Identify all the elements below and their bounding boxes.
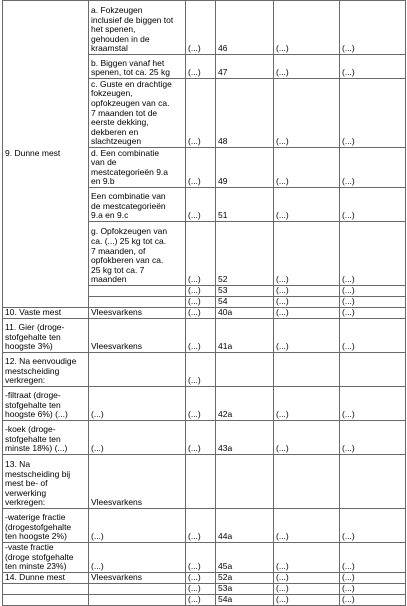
ellipsis-cell: (...) bbox=[186, 509, 216, 543]
code-cell: 52 bbox=[216, 222, 274, 286]
subcategory-cell: g. Opfokzeugen van ca. (...) 25 kg tot ca. 7 maanden, of opfokberen van ca. 25 kg tot ca. 7 maanden bbox=[89, 222, 186, 286]
value-cell: (...) bbox=[340, 308, 406, 319]
code-cell bbox=[216, 455, 274, 509]
subcategory-cell: c. Guste en drachtige fokzeugen, opfokzeugen van ca. 7 maanden tot de eerste dekking, dekberen en slachtzeugen bbox=[89, 79, 186, 148]
category-cell: -vaste fractie (droge stofgehalte ten minste 23%) bbox=[3, 543, 89, 573]
value-cell: (...) bbox=[340, 297, 406, 308]
value-cell: (...) bbox=[340, 509, 406, 543]
ellipsis-cell: (...) bbox=[186, 308, 216, 319]
table-row bbox=[3, 308, 406, 319]
value-cell bbox=[340, 353, 406, 387]
code-cell: 54 bbox=[216, 297, 274, 308]
code-cell: 48 bbox=[216, 79, 274, 148]
ellipsis-cell: (...) bbox=[186, 297, 216, 308]
value-cell: (...) bbox=[274, 543, 340, 573]
ellipsis-cell: (...) bbox=[186, 584, 216, 595]
ellipsis-cell: (...) bbox=[186, 573, 216, 584]
ellipsis-cell: (...) bbox=[186, 222, 216, 286]
category-cell: -filtraat (droge- stofgehalte ten hoogste 6%) (...) bbox=[3, 387, 89, 421]
value-cell: (...) bbox=[274, 188, 340, 222]
value-cell: (...) bbox=[340, 573, 406, 584]
value-cell bbox=[274, 353, 340, 387]
code-cell: 49 bbox=[216, 148, 274, 188]
code-cell: 53a bbox=[216, 584, 274, 595]
subcategory-cell: (...) bbox=[89, 543, 186, 573]
table-row bbox=[3, 387, 406, 421]
ellipsis-cell: (...) bbox=[186, 188, 216, 222]
ellipsis-cell: (...) bbox=[186, 148, 216, 188]
value-cell: (...) bbox=[274, 584, 340, 595]
code-cell: 44a bbox=[216, 509, 274, 543]
value-cell: (...) bbox=[274, 421, 340, 455]
table-row bbox=[3, 353, 406, 387]
category-cell: -koek (droge- stofgehalte ten minste 18%) (...) bbox=[3, 421, 89, 455]
value-cell: (...) bbox=[274, 387, 340, 421]
category-cell: 12. Na eenvoudige mestscheiding verkregen: bbox=[3, 353, 89, 387]
value-cell: (...) bbox=[340, 387, 406, 421]
value-cell: (...) bbox=[340, 595, 406, 606]
subcategory-cell bbox=[89, 353, 186, 387]
value-cell: (...) bbox=[274, 222, 340, 286]
code-cell: 43a bbox=[216, 421, 274, 455]
subcategory-cell bbox=[89, 595, 186, 606]
subcategory-cell bbox=[89, 584, 186, 595]
subcategory-cell bbox=[89, 297, 186, 308]
code-cell: 51 bbox=[216, 188, 274, 222]
subcategory-cell: (...) bbox=[89, 387, 186, 421]
value-cell: (...) bbox=[340, 55, 406, 79]
code-cell: 47 bbox=[216, 55, 274, 79]
subcategory-cell: Vleesvarkens bbox=[89, 455, 186, 509]
subcategory-cell: Vleesvarkens bbox=[89, 308, 186, 319]
code-cell: 54a bbox=[216, 595, 274, 606]
value-cell: (...) bbox=[274, 148, 340, 188]
value-cell: (...) bbox=[274, 573, 340, 584]
code-cell: 41a bbox=[216, 319, 274, 353]
value-cell: (...) bbox=[340, 188, 406, 222]
ellipsis-cell: (...) bbox=[186, 286, 216, 297]
value-cell: (...) bbox=[340, 148, 406, 188]
ellipsis-cell: (...) bbox=[186, 421, 216, 455]
subcategory-cell: a. Fokzeugen inclusief de biggen tot het spenen, gehouden in de kraamstal bbox=[89, 1, 186, 55]
subcategory-cell: Vleesvarkens bbox=[89, 319, 186, 353]
code-cell bbox=[216, 353, 274, 387]
table-row bbox=[3, 319, 406, 353]
table-row bbox=[3, 573, 406, 584]
subcategory-cell: d. Een combinatie van de mestcategorieën 9.a en 9.b bbox=[89, 148, 186, 188]
table-row bbox=[3, 584, 406, 595]
value-cell: (...) bbox=[340, 286, 406, 297]
value-cell: (...) bbox=[340, 319, 406, 353]
table-row bbox=[3, 421, 406, 455]
manure-category-table bbox=[2, 0, 406, 606]
subcategory-cell: (...) bbox=[89, 421, 186, 455]
value-cell: (...) bbox=[340, 79, 406, 148]
value-cell: (...) bbox=[274, 308, 340, 319]
ellipsis-cell: (...) bbox=[186, 543, 216, 573]
code-cell: 46 bbox=[216, 1, 274, 55]
ellipsis-cell: (...) bbox=[186, 595, 216, 606]
subcategory-cell: (...) bbox=[89, 509, 186, 543]
code-cell: 53 bbox=[216, 286, 274, 297]
ellipsis-cell: (...) bbox=[186, 319, 216, 353]
value-cell: (...) bbox=[274, 79, 340, 148]
code-cell: 52a bbox=[216, 573, 274, 584]
table-row bbox=[3, 455, 406, 509]
value-cell bbox=[340, 455, 406, 509]
value-cell: (...) bbox=[274, 319, 340, 353]
subcategory-cell: b. Biggen vanaf het spenen, tot ca. 25 kg bbox=[89, 55, 186, 79]
ellipsis-cell: (...) bbox=[186, 353, 216, 387]
ellipsis-cell: (...) bbox=[186, 387, 216, 421]
category-cell-dunne-mest: 9. Dunne mest bbox=[3, 1, 89, 308]
value-cell: (...) bbox=[274, 595, 340, 606]
category-cell bbox=[3, 595, 89, 606]
table-row bbox=[3, 509, 406, 543]
ellipsis-cell: (...) bbox=[186, 55, 216, 79]
value-cell: (...) bbox=[274, 509, 340, 543]
category-cell: 13. Na mestscheiding bij mest be- of verwerking verkregen: bbox=[3, 455, 89, 509]
category-cell: -waterige fractie (drogestofgehalte ten hoogste 2%) bbox=[3, 509, 89, 543]
table-row bbox=[3, 543, 406, 573]
subcategory-cell: Vleesvarkens bbox=[89, 573, 186, 584]
value-cell: (...) bbox=[274, 297, 340, 308]
subcategory-cell: Een combinatie van de mestcategorieën 9.a en 9.c bbox=[89, 188, 186, 222]
code-cell: 42a bbox=[216, 387, 274, 421]
ellipsis-cell: (...) bbox=[186, 1, 216, 55]
category-cell: 14. Dunne mest bbox=[3, 573, 89, 584]
value-cell: (...) bbox=[340, 1, 406, 55]
value-cell: (...) bbox=[274, 1, 340, 55]
category-cell: 10. Vaste mest bbox=[3, 308, 89, 319]
value-cell: (...) bbox=[340, 421, 406, 455]
subcategory-cell bbox=[89, 286, 186, 297]
table-row bbox=[3, 1, 406, 55]
value-cell: (...) bbox=[274, 55, 340, 79]
value-cell bbox=[274, 455, 340, 509]
manure-category-table-wrapper bbox=[2, 0, 405, 606]
ellipsis-cell bbox=[186, 455, 216, 509]
value-cell: (...) bbox=[340, 543, 406, 573]
category-cell bbox=[3, 584, 89, 595]
code-cell: 40a bbox=[216, 308, 274, 319]
code-cell: 45a bbox=[216, 543, 274, 573]
value-cell: (...) bbox=[340, 222, 406, 286]
value-cell: (...) bbox=[274, 286, 340, 297]
value-cell: (...) bbox=[340, 584, 406, 595]
table-row bbox=[3, 595, 406, 606]
ellipsis-cell: (...) bbox=[186, 79, 216, 148]
category-cell: 11. Gier (droge- stofgehalte ten hoogste 3%) bbox=[3, 319, 89, 353]
